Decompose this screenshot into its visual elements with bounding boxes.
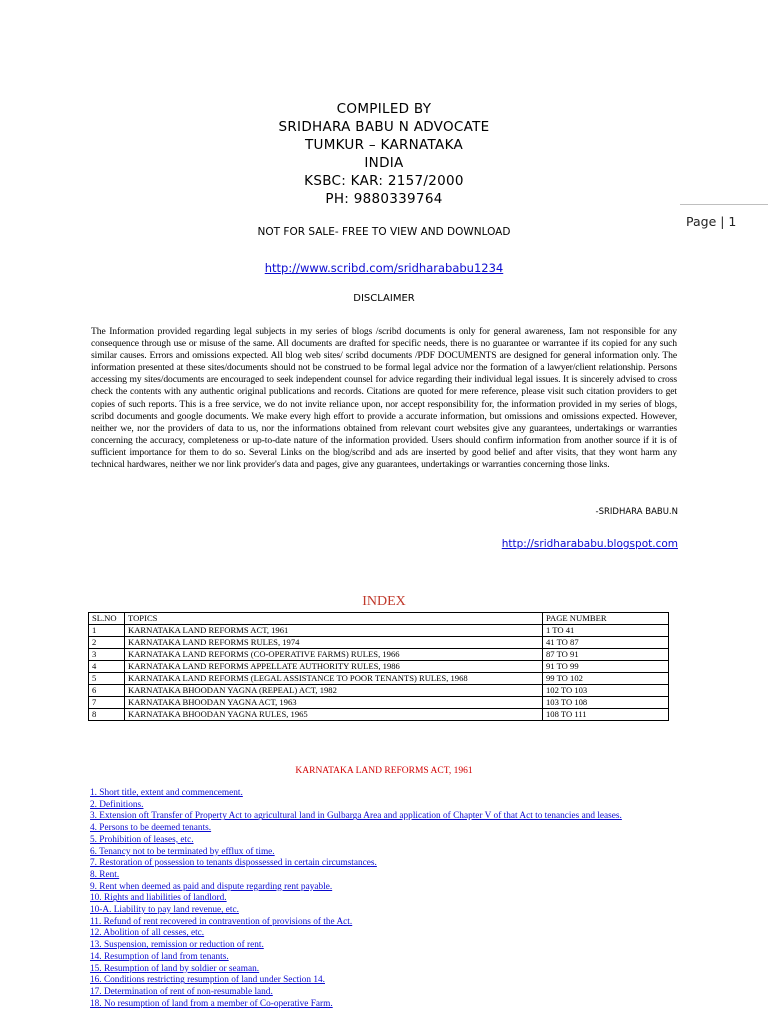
table-row [89,685,669,697]
scribd-link[interactable]: http://www.scribd.com/sridharababu1234 [264,261,504,275]
row-number: 1 [89,625,125,637]
row-topic: KARNATAKA LAND REFORMS RULES, 1974 [125,637,543,649]
index-heading: INDEX [362,594,406,609]
disclaimer-heading: DISCLAIMER [353,293,415,304]
table-row [89,661,669,673]
section-link-list [90,788,680,1010]
section-link[interactable]: 2. Definitions. [90,799,144,810]
page-number: Page | 1 [686,214,737,229]
bar-council-number: KSBC: KAR: 2157/2000 [304,173,464,189]
compiler-city: TUMKUR – KARNATAKA [304,137,464,153]
section-link[interactable]: 17. Determination of rent of non-resumable land. [90,986,273,997]
row-number: 5 [89,673,125,685]
blog-link[interactable]: http://sridharababu.blogspot.com [501,538,678,550]
compiler-country: INDIA [364,155,404,171]
section-link[interactable]: 10-A. Liability to pay land revenue, etc. [90,905,239,916]
section-link[interactable]: 15. Resumption of land by soldier or seaman. [90,963,260,974]
compiled-by-line: COMPILED BY [336,101,432,117]
table-row [89,637,669,649]
row-number: 4 [89,661,125,673]
section-link[interactable]: 3. Extension oft Transfer of Property Act to agricultural land in Gulbarga Area and application of Chapter V of that Act to tenancies and leases. [90,811,622,822]
row-pages: 102 TO 103 [543,685,669,697]
section-link[interactable]: 12. Abolition of all cesses, etc. [90,928,205,939]
section-link[interactable]: 16. Conditions restricting resumption of land under Section 14. [90,975,325,986]
row-topic: KARNATAKA BHOODAN YAGNA ACT, 1963 [125,697,543,709]
row-pages: 1 TO 41 [543,625,669,637]
phone-number: PH: 9880339764 [325,191,443,207]
section-link[interactable]: 4. Persons to be deemed tenants. [90,823,212,834]
row-pages: 91 TO 99 [543,661,669,673]
row-topic: KARNATAKA BHOODAN YAGNA (REPEAL) ACT, 1982 [125,685,543,697]
row-topic: KARNATAKA LAND REFORMS (LEGAL ASSISTANCE TO POOR TENANTS) RULES, 1968 [125,673,543,685]
compiler-header [0,100,768,208]
table-row [89,709,669,721]
header-topics: TOPICS [125,613,543,625]
section-link[interactable]: 14. Resumption of land from tenants. [90,951,229,962]
section-link[interactable]: 8. Rent. [90,869,120,880]
row-number: 3 [89,649,125,661]
table-row [89,625,669,637]
page-number-divider [680,204,768,205]
table-row [89,673,669,685]
author-signature: -SRIDHARA BABU.N [595,507,678,517]
section-link[interactable]: 11. Refund of rent recovered in contravention of provisions of the Act. [90,916,353,927]
row-number: 7 [89,697,125,709]
not-for-sale-notice: NOT FOR SALE- FREE TO VIEW AND DOWNLOAD [257,226,511,238]
table-row [89,697,669,709]
section-link[interactable]: 7. Restoration of possession to tenants dispossessed in certain circumstances. [90,858,377,869]
row-topic: KARNATAKA BHOODAN YAGNA RULES, 1965 [125,709,543,721]
section-link[interactable]: 10. Rights and liabilities of landlord. [90,893,227,904]
header-sl-no: SL.NO [89,613,125,625]
index-header-row [89,613,669,625]
table-row [89,649,669,661]
row-pages: 108 TO 111 [543,709,669,721]
section-link[interactable]: 13. Suspension, remission or reduction of rent. [90,940,264,951]
section-link[interactable]: 18. No resumption of land from a member of Co-operative Farm. [90,998,333,1009]
row-number: 2 [89,637,125,649]
row-number: 8 [89,709,125,721]
row-pages: 103 TO 108 [543,697,669,709]
row-pages: 99 TO 102 [543,673,669,685]
section-link[interactable]: 5. Prohibition of leases, etc. [90,834,194,845]
header-page-number: PAGE NUMBER [543,613,669,625]
disclaimer-paragraph: The Information provided regarding legal subjects in my series of blogs /scribd documents is only for general awareness, Iam not responsible for any consequence through use or misuse of the same. All documents are drafted for specific needs, there is no guarantee or warrantee if its copied for any such similar causes. Errors and omissions expected. All blog web sites/ scribd documents /PDF DOCUMENTS are designed for general information only. The information presented at these sites/documents should not be construed to be formal legal advice nor the formation of a lawyer/client relationship. Persons accessing my sites/documents are encouraged to seek independent counsel for advice regarding their individual legal issues. It is sincerely advised to cross check the contents with any authentic original publications and records. Citations are quoted for mere reference, please visit such citation providers to get copies of such reports. This is a free service, we do not invite reliance upon, nor accept responsibility for, the information provided in my series of blogs, scribd documents and google documents. We make every high effort to provide a accurate information, but omissions and omissions expected. However, neither we, nor the providers of data to us, nor the informations obtained from relevant court websites give any guarantees, undertakings or warranties concerning the accuracy, completeness or up-to-date nature of the information provided. Users should confirm information from another source if it is of sufficient importance for them to do so. Several Links on the blog/scribd and ads are inserted by good belief and after visits, that they wont harm any technical hardwares, neither we nor link provider's data and pages, give any guarantees, undertakings or warranties concerning those links. [91,326,677,471]
section-link[interactable]: 6. Tenancy not to be terminated by efflux of time. [90,846,275,857]
row-topic: KARNATAKA LAND REFORMS (CO-OPERATIVE FARMS) RULES, 1966 [125,649,543,661]
act-heading: KARNATAKA LAND REFORMS ACT, 1961 [295,766,473,776]
row-pages: 41 TO 87 [543,637,669,649]
row-topic: KARNATAKA LAND REFORMS APPELLATE AUTHORITY RULES, 1986 [125,661,543,673]
section-link[interactable]: 1. Short title, extent and commencement. [90,788,243,798]
row-topic: KARNATAKA LAND REFORMS ACT, 1961 [125,625,543,637]
row-number: 6 [89,685,125,697]
section-link[interactable]: 9. Rent when deemed as paid and dispute regarding rent payable. [90,881,333,892]
row-pages: 87 TO 91 [543,649,669,661]
compiler-name: SRIDHARA BABU N ADVOCATE [278,119,490,135]
index-table [88,612,669,721]
